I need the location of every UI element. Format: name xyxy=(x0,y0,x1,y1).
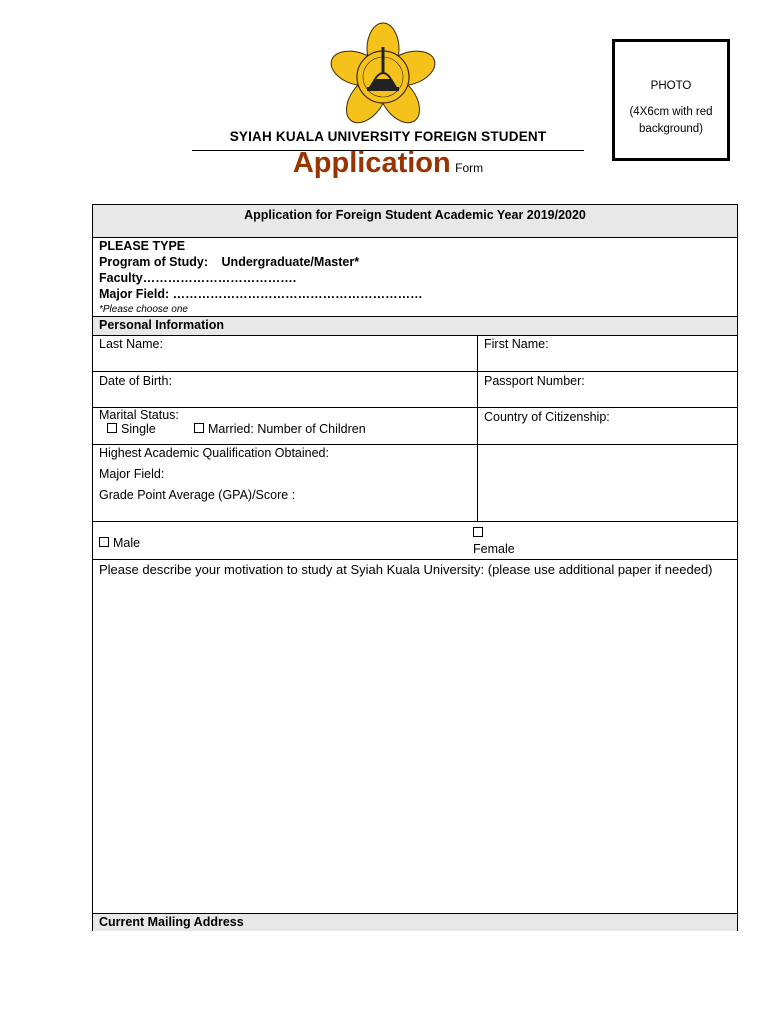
row-divider xyxy=(93,407,737,408)
single-checkbox[interactable] xyxy=(107,423,117,433)
mailing-address-header: Current Mailing Address xyxy=(99,915,244,929)
row-divider xyxy=(93,521,737,522)
application-form xyxy=(92,204,738,931)
last-name-field[interactable]: Last Name: xyxy=(99,337,163,351)
single-option[interactable] xyxy=(107,422,156,436)
program-of-study xyxy=(99,255,359,269)
please-type-label: PLEASE TYPE xyxy=(99,239,186,253)
personal-info-header: Personal Information xyxy=(99,318,225,332)
photo-box xyxy=(612,39,730,161)
form-heading: Application for Foreign Student Academic Year 2019/2020 xyxy=(244,208,586,222)
first-name-field[interactable]: First Name: xyxy=(484,337,549,351)
row-divider xyxy=(93,371,737,372)
highest-qualification-field[interactable]: Highest Academic Qualification Obtained: xyxy=(99,446,329,460)
faculty-field[interactable]: Faculty………………………………. xyxy=(99,271,297,285)
male-label: Male xyxy=(113,536,141,550)
major-field-input[interactable]: Major Field: …………………………………………………… xyxy=(99,287,423,301)
female-label: Female xyxy=(473,542,515,556)
row-divider xyxy=(93,559,737,560)
motivation-field[interactable]: Please describe your motivation to study at Syiah Kuala University: (please use additional paper if needed) xyxy=(99,562,713,577)
column-divider xyxy=(477,335,478,521)
row-divider xyxy=(93,237,737,238)
female-checkbox[interactable] xyxy=(473,527,483,537)
flower-emblem-icon xyxy=(327,22,439,128)
male-checkbox[interactable] xyxy=(99,537,109,547)
application-title xyxy=(192,147,584,180)
row-divider xyxy=(93,335,737,336)
marital-status-label: Marital Status: xyxy=(99,408,179,422)
dob-field[interactable]: Date of Birth: xyxy=(99,374,172,388)
program-label: Program of Study: xyxy=(99,255,209,269)
qualification-major-field[interactable]: Major Field: xyxy=(99,467,165,481)
form-word: Form xyxy=(455,161,484,175)
married-checkbox[interactable] xyxy=(194,423,204,433)
female-option[interactable] xyxy=(473,527,515,556)
married-label: Married: Number of Children xyxy=(208,422,366,436)
photo-note: (4X6cm with red background) xyxy=(629,106,713,135)
row-divider xyxy=(93,444,737,445)
passport-field[interactable]: Passport Number: xyxy=(484,374,585,388)
university-title: SYIAH KUALA UNIVERSITY FOREIGN STUDENT xyxy=(229,129,547,144)
photo-label: PHOTO xyxy=(650,80,692,92)
choose-note: *Please choose one xyxy=(99,304,188,315)
single-label: Single xyxy=(121,422,156,436)
university-logo xyxy=(327,22,439,128)
male-option[interactable] xyxy=(99,536,140,550)
citizenship-field[interactable]: Country of Citizenship: xyxy=(484,410,610,424)
gpa-field[interactable]: Grade Point Average (GPA)/Score : xyxy=(99,488,296,502)
application-word: Application xyxy=(292,147,451,179)
program-value[interactable]: Undergraduate/Master* xyxy=(221,255,360,269)
married-option[interactable] xyxy=(194,422,366,436)
